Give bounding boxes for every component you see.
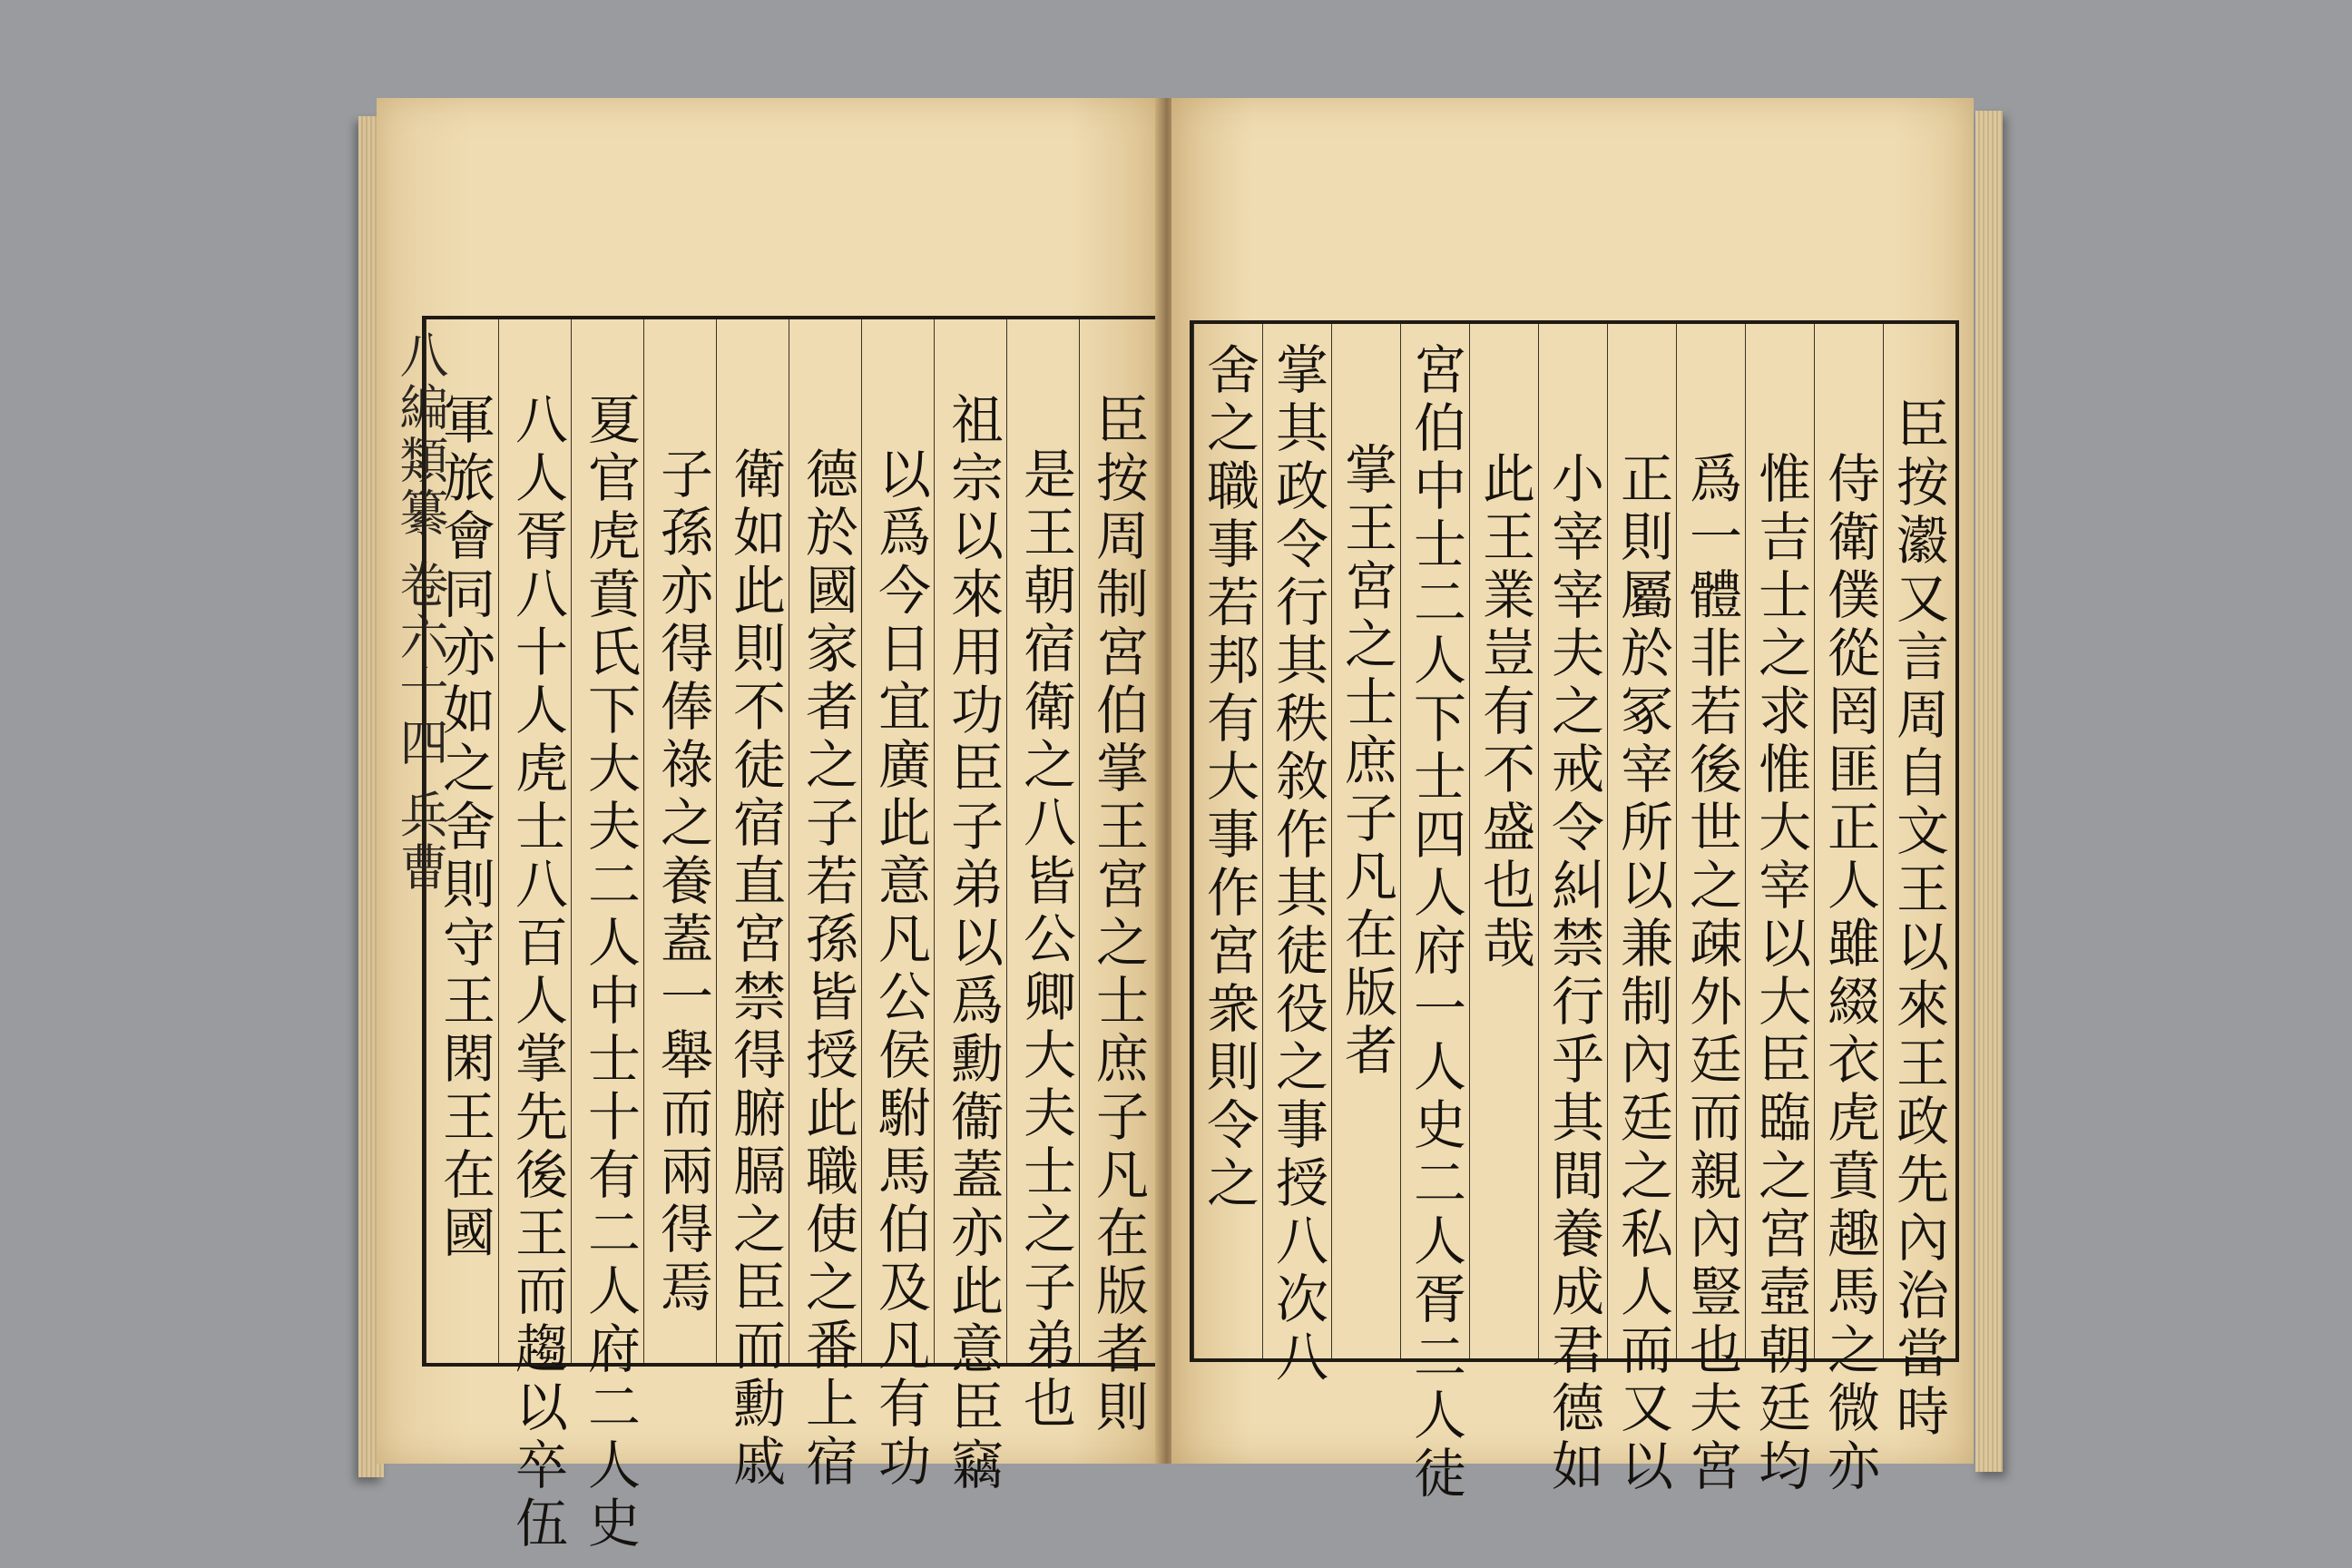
col-rule	[571, 319, 572, 1363]
text-column: 宮伯中士二人下士四人府一人史二人胥二人徒	[1405, 342, 1466, 1504]
text-column: 正則屬於冢宰所以兼制內廷之私人而又以	[1612, 451, 1673, 1496]
col-rule	[1193, 324, 1194, 1358]
col-rule	[1262, 324, 1263, 1358]
col-rule	[643, 319, 644, 1363]
col-rule	[1400, 324, 1401, 1358]
text-column: 以爲今日宜廣此意凡公侯駙馬伯及凡有功	[869, 446, 931, 1492]
col-rule	[1469, 324, 1470, 1358]
text-column: 德於國家者之子若孫皆授此職使之番上宿	[797, 446, 858, 1492]
text-column: 八人胥八十人虎士八百人掌先後王而趨以卒伍	[506, 392, 568, 1553]
left-text-frame	[422, 316, 1173, 1553]
left-margin-title: 八編類纂 卷六十四 兵曹	[392, 329, 449, 895]
text-column: 惟吉士之求惟大宰以大臣臨之宮壼朝廷均	[1749, 451, 1811, 1496]
right-text-frame	[1190, 320, 1959, 1504]
text-column: 子孫亦得俸祿之養蓋一舉而兩得焉	[652, 446, 713, 1318]
col-rule	[1883, 324, 1884, 1358]
text-column: 此王業豈有不盛也哉	[1474, 451, 1535, 974]
col-rule	[861, 319, 862, 1363]
col-rule	[1676, 324, 1677, 1358]
right-page-edges	[1975, 111, 2003, 1472]
left-page	[377, 98, 1164, 1553]
text-column: 爲一體非若後世之疎外廷而親內豎也夫宮	[1681, 451, 1742, 1496]
text-column: 舍之職事若邦有大事作宮衆則令之	[1198, 342, 1259, 1213]
text-column: 臣按瀫又言周自文王以來王政先內治當時	[1887, 397, 1949, 1442]
col-rule	[1079, 319, 1080, 1363]
text-column: 軍旅會同亦如之舍則守王閑王在國	[434, 392, 495, 1263]
col-rule	[934, 319, 935, 1363]
text-column: 是王朝宿衛之八皆公卿大夫士之子弟也	[1014, 446, 1076, 1434]
text-column: 小宰宰夫之戒令糾禁行乎其間養成君德如	[1543, 451, 1604, 1496]
col-rule	[1814, 324, 1815, 1358]
text-column: 掌王宮之士庶子凡在版者	[1336, 442, 1397, 1081]
text-column: 祖宗以來用功臣子弟以爲勳衞蓋亦此意臣竊	[942, 392, 1004, 1495]
col-rule	[1538, 324, 1539, 1358]
right-page	[1171, 98, 1974, 1504]
col-rule	[498, 319, 499, 1363]
text-column: 臣按周制宮伯掌王宮之士庶子凡在版者則	[1087, 392, 1149, 1437]
text-column: 掌其政令行其秩敘作其徒役之事授八次八	[1267, 342, 1328, 1387]
open-book	[349, 98, 2001, 1553]
col-rule	[716, 319, 717, 1363]
col-rule	[1607, 324, 1608, 1358]
col-rule	[1745, 324, 1746, 1358]
col-rule	[1006, 319, 1007, 1363]
text-column: 夏官虎賁氏下大夫二人中士十有二人府二人史	[579, 392, 641, 1553]
text-column: 侍衛僕從罔匪正人雖綴衣虎賁趣馬之微亦	[1818, 451, 1880, 1496]
col-rule	[1331, 324, 1332, 1358]
text-column: 衛如此則不徒宿直宮禁得腑膈之臣而勳戚	[724, 446, 786, 1492]
